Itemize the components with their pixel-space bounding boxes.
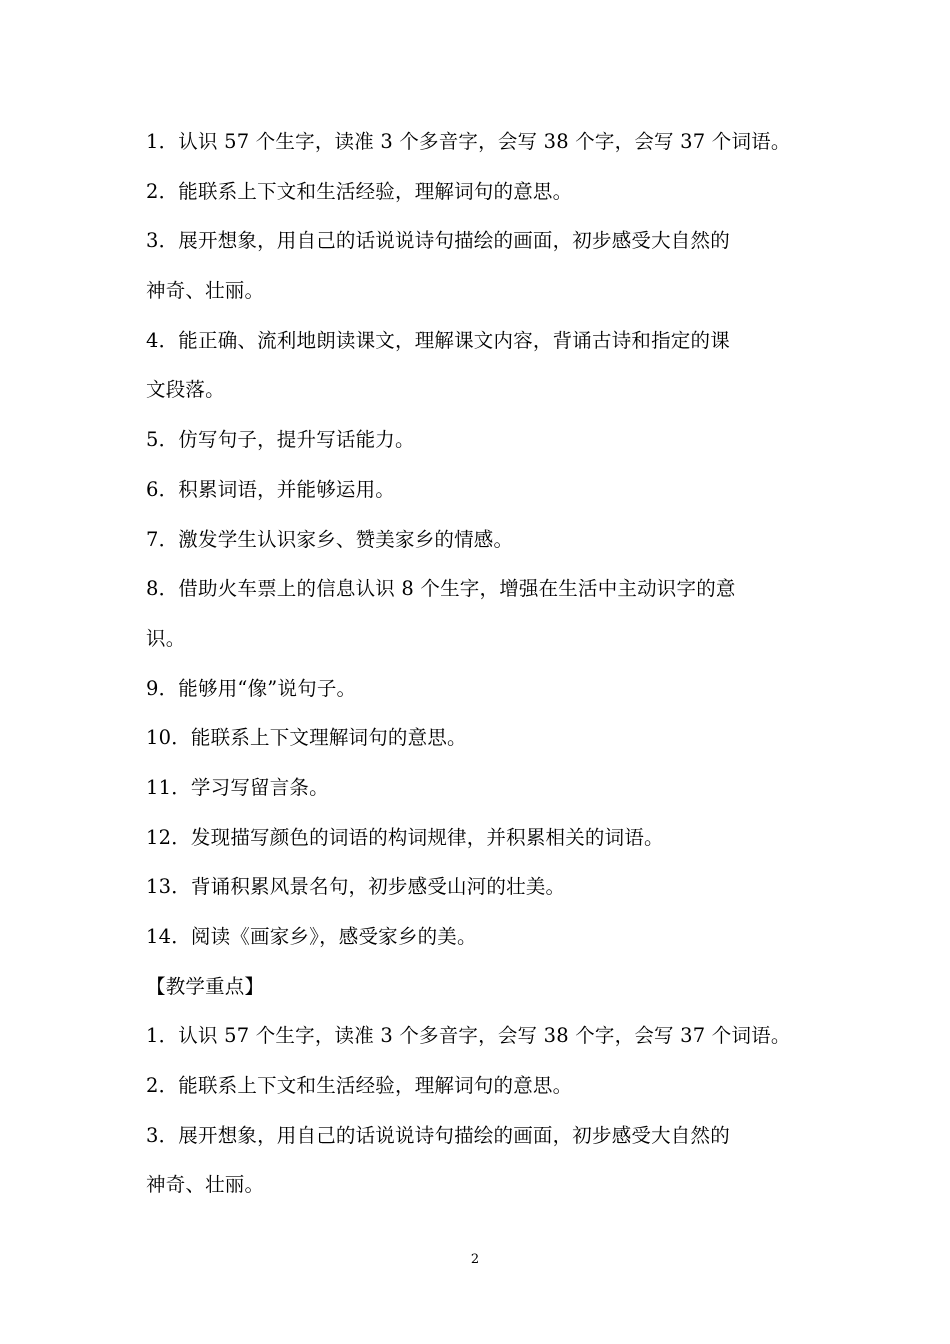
text-line: 神奇、壮丽。 [146, 279, 265, 303]
page-number: 2 [470, 1252, 480, 1267]
text-line: 8．借助火车票上的信息认识 8 个生字，增强在生活中主动识字的意 [146, 577, 736, 601]
text-line: 7．激发学生认识家乡、赞美家乡的情感。 [146, 527, 514, 551]
text-line: 1．认识 57 个生字，读准 3 个多音字，会写 38 个字，会写 37 个词语。 [146, 1024, 791, 1048]
text-line: 14．阅读《画家乡》，感受家乡的美。 [146, 925, 477, 948]
text-line: 文段落。 [146, 378, 225, 402]
text-line: 4．能正确、流利地朗读课文，理解课文内容，背诵古诗和指定的课 [146, 328, 730, 352]
text-line: 12．发现描写颜色的词语的构词规律，并积累相关的词语。 [146, 825, 664, 849]
text-line: 识。 [146, 626, 186, 650]
text-line: 3．展开想象，用自己的话说说诗句描绘的画面，初步感受大自然的 [146, 1123, 730, 1147]
text-line: 11．学习写留言条。 [146, 775, 329, 799]
text-line: 2．能联系上下文和生活经验，理解词句的意思。 [146, 1074, 573, 1098]
section-heading: 【教学重点】 [146, 974, 265, 998]
text-line: 10．能联系上下文理解词句的意思。 [146, 726, 467, 750]
text-line: 9．能够用“像”说句子。 [146, 676, 357, 700]
document-body [146, 117, 826, 1210]
text-line: 6．积累词语，并能够运用。 [146, 477, 396, 501]
text-line: 3．展开想象，用自己的话说说诗句描绘的画面，初步感受大自然的 [146, 229, 730, 253]
text-line: 2．能联系上下文和生活经验，理解词句的意思。 [146, 179, 573, 203]
text-line: 13．背诵积累风景名句，初步感受山河的壮美。 [146, 875, 566, 899]
text-line: 神奇、壮丽。 [146, 1173, 265, 1197]
text-line: 1．认识 57 个生字，读准 3 个多音字，会写 38 个字，会写 37 个词语。 [146, 130, 791, 153]
text-line: 5．仿写句子，提升写话能力。 [146, 428, 415, 452]
